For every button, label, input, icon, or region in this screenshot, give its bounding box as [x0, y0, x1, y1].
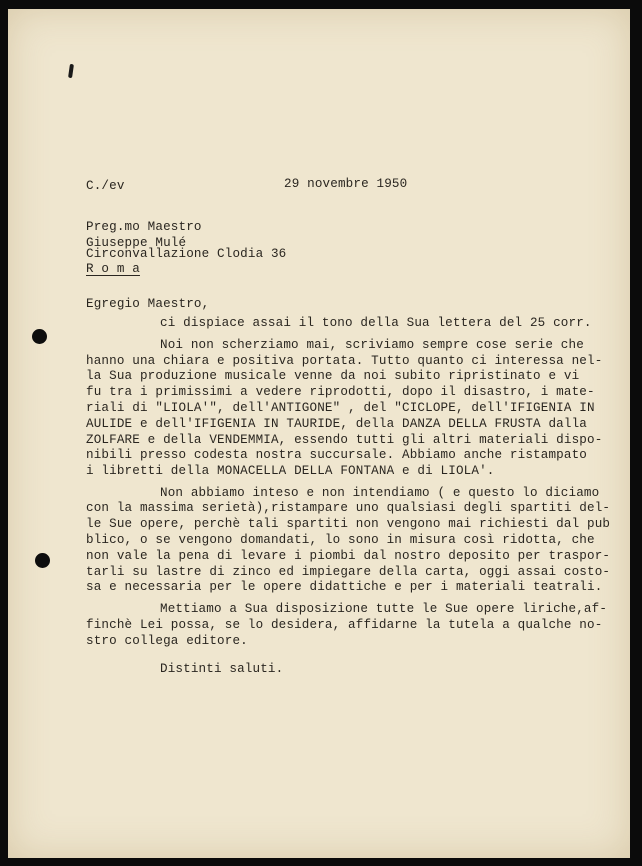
punch-hole-bottom [35, 553, 50, 568]
punch-hole-top [32, 329, 47, 344]
letter-date: 29 novembre 1950 [284, 177, 408, 191]
body-line: riali di "LIOLA'", dell'ANTIGONE" , del "CICLOPE, dell'IFIGENIA IN [86, 401, 595, 415]
body-line: la Sua produzione musicale venne da noi subito ripristinato e vi [86, 369, 580, 383]
body-line: AULIDE e dell'IFIGENIA IN TAURIDE, della DANZA DELLA FRUSTA dalla [86, 417, 587, 431]
body-line: tarli su lastre di zinco ed impiegare della carta, oggi assai costo- [86, 565, 611, 579]
body-line: le Sue opere, perchè tali spartiti non vengono mai richiesti dal pub [86, 517, 611, 531]
reference-code: C./ev [86, 179, 125, 193]
body-line: hanno una chiara e positiva portata. Tutto quanto ci interessa nel- [86, 354, 603, 368]
body-line: Non abbiamo inteso e non intendiamo ( e questo lo diciamo [160, 486, 600, 500]
recipient-street: Circonvallazione Clodia 36 [86, 247, 287, 261]
body-line: non vale la pena di levare i piombi dal nostro deposito per traspor- [86, 549, 611, 563]
body-line: stro collega editore. [86, 634, 248, 648]
salutation: Egregio Maestro, [86, 297, 210, 311]
recipient-title: Preg.mo Maestro [86, 220, 202, 234]
body-line: finchè Lei possa, se lo desidera, affidarne la tutela a qualche no- [86, 618, 603, 632]
closing: Distinti saluti. [160, 662, 284, 676]
body-line: nibili presso codesta nostra succursale. Abbiamo anche ristampato [86, 448, 587, 462]
body-line: con la massima serietà),ristampare uno qualsiasi degli spartiti del- [86, 501, 611, 515]
body-line: ZOLFARE e della VENDEMMIA, essendo tutti gli altri materiali dispo- [86, 433, 603, 447]
body-line: sa e necessaria per le opere didattiche e per i materiali teatrali. [86, 580, 603, 594]
body-line: blico, o se vengono domandati, lo sono in misura così ridotta, che [86, 533, 595, 547]
recipient-name: Giuseppe Mulé [86, 236, 187, 250]
body-line: i libretti della MONACELLA DELLA FONTANA e di LIOLA'. [86, 464, 495, 478]
body-line: Mettiamo a Sua disposizione tutte le Sue opere liriche,af- [160, 602, 608, 616]
recipient-city: R o m a [86, 262, 140, 276]
body-line: fu tra i primissimi a vedere riprodotti, dopo il disastro, i mate- [86, 385, 595, 399]
body-line: ci dispiace assai il tono della Sua lettera del 25 corr. [160, 316, 592, 330]
body-line: Noi non scherziamo mai, scriviamo sempre cose serie che [160, 338, 584, 352]
